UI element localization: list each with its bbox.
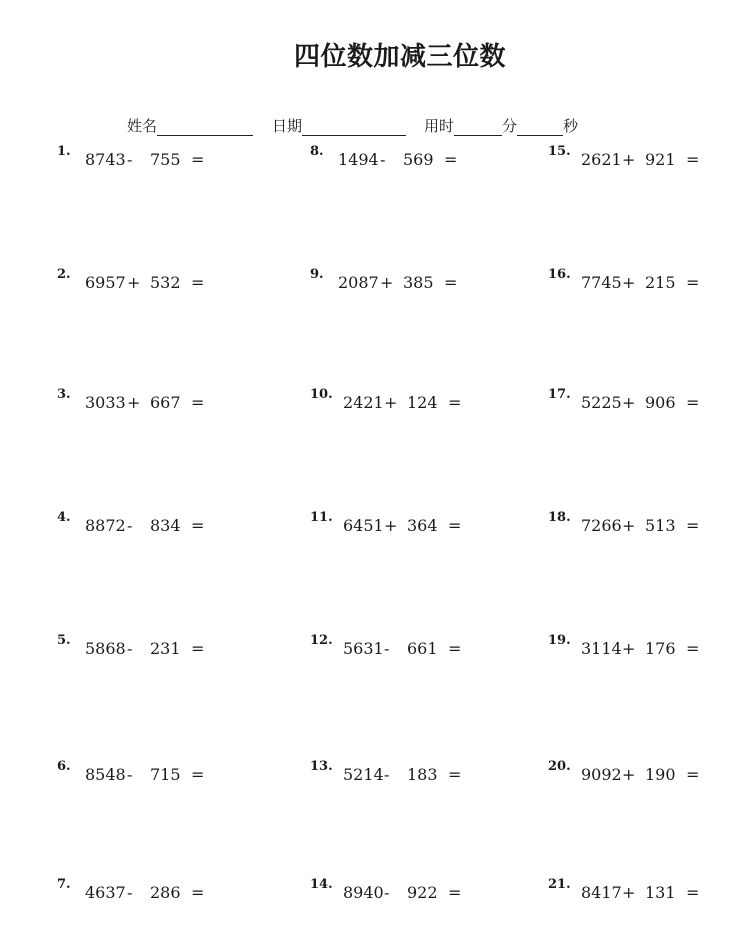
worksheet-title: 四位数加减三位数 [293, 42, 506, 72]
second-operand: 715 [150, 765, 181, 784]
second-operand: 190 [645, 765, 676, 784]
problem-item [310, 633, 470, 659]
operator-sign: + [380, 273, 394, 292]
problem-number: 5. [57, 633, 71, 648]
problem-item [310, 267, 470, 293]
first-operand: 6451 [343, 516, 384, 535]
equals-sign: = [444, 273, 458, 292]
problem-number: 18. [548, 510, 571, 525]
first-operand: 8417 [581, 883, 622, 902]
problem-item [548, 633, 708, 659]
first-operand: 4637 [85, 883, 126, 902]
equals-sign: = [686, 883, 700, 902]
operator-sign: + [622, 516, 636, 535]
problem-number: 3. [57, 387, 71, 402]
second-operand: 513 [645, 516, 676, 535]
problem-item [57, 144, 217, 170]
problem-item [548, 144, 708, 170]
problem-number: 10. [310, 387, 333, 402]
problem-item [57, 877, 217, 903]
equals-sign: = [191, 150, 205, 169]
problem-number: 19. [548, 633, 571, 648]
problem-number: 4. [57, 510, 71, 525]
equals-sign: = [191, 639, 205, 658]
second-label: 秒 [563, 117, 579, 135]
time-field [424, 115, 578, 136]
first-operand: 8743 [85, 150, 126, 169]
operator-sign: - [127, 150, 133, 169]
first-operand: 8872 [85, 516, 126, 535]
problem-item [57, 510, 217, 536]
problem-item [310, 759, 470, 785]
equals-sign: = [191, 393, 205, 412]
problem-item [548, 387, 708, 413]
minute-label: 分 [502, 117, 518, 135]
operator-sign: - [127, 765, 133, 784]
first-operand: 5631 [343, 639, 384, 658]
name-label: 姓名 [127, 117, 158, 135]
operator-sign: - [384, 639, 390, 658]
first-operand: 2421 [343, 393, 384, 412]
equals-sign: = [448, 883, 462, 902]
problem-number: 15. [548, 144, 571, 159]
equals-sign: = [191, 883, 205, 902]
equals-sign: = [191, 765, 205, 784]
operator-sign: - [384, 765, 390, 784]
problem-item [548, 267, 708, 293]
second-operand: 921 [645, 150, 676, 169]
problem-number: 1. [57, 144, 71, 159]
name-blank[interactable] [157, 119, 253, 136]
equals-sign: = [686, 765, 700, 784]
operator-sign: - [127, 639, 133, 658]
first-operand: 5214 [343, 765, 384, 784]
date-label: 日期 [272, 117, 303, 135]
first-operand: 3114 [581, 639, 622, 658]
problem-number: 11. [310, 510, 333, 525]
problem-number: 14. [310, 877, 333, 892]
problem-item [548, 510, 708, 536]
operator-sign: + [622, 273, 636, 292]
problem-number: 21. [548, 877, 571, 892]
first-operand: 2621 [581, 150, 622, 169]
second-operand: 231 [150, 639, 181, 658]
date-field [272, 115, 406, 136]
first-operand: 7266 [581, 516, 622, 535]
second-operand: 176 [645, 639, 676, 658]
equals-sign: = [444, 150, 458, 169]
operator-sign: + [622, 393, 636, 412]
problem-item [57, 633, 217, 659]
operator-sign: + [127, 273, 141, 292]
second-operand: 286 [150, 883, 181, 902]
first-operand: 2087 [338, 273, 379, 292]
problem-number: 6. [57, 759, 71, 774]
seconds-blank[interactable] [517, 119, 563, 136]
operator-sign: + [384, 516, 398, 535]
problem-item [548, 759, 708, 785]
problem-number: 20. [548, 759, 571, 774]
problem-item [310, 387, 470, 413]
first-operand: 3033 [85, 393, 126, 412]
equals-sign: = [448, 393, 462, 412]
problem-item [310, 510, 470, 536]
operator-sign: - [380, 150, 386, 169]
date-blank[interactable] [302, 119, 406, 136]
name-field [127, 115, 253, 136]
second-operand: 364 [407, 516, 438, 535]
second-operand: 922 [407, 883, 438, 902]
problem-number: 7. [57, 877, 71, 892]
operator-sign: + [384, 393, 398, 412]
equals-sign: = [686, 639, 700, 658]
equals-sign: = [448, 516, 462, 535]
operator-sign: + [127, 393, 141, 412]
problem-number: 17. [548, 387, 571, 402]
equals-sign: = [686, 516, 700, 535]
second-operand: 667 [150, 393, 181, 412]
second-operand: 385 [403, 273, 434, 292]
second-operand: 532 [150, 273, 181, 292]
operator-sign: - [127, 883, 133, 902]
second-operand: 755 [150, 150, 181, 169]
problem-number: 9. [310, 267, 324, 282]
second-operand: 215 [645, 273, 676, 292]
first-operand: 5225 [581, 393, 622, 412]
equals-sign: = [686, 150, 700, 169]
minutes-blank[interactable] [454, 119, 502, 136]
problem-item [57, 759, 217, 785]
problem-number: 16. [548, 267, 571, 282]
first-operand: 7745 [581, 273, 622, 292]
first-operand: 9092 [581, 765, 622, 784]
equals-sign: = [191, 273, 205, 292]
equals-sign: = [686, 393, 700, 412]
operator-sign: - [127, 516, 133, 535]
operator-sign: + [622, 765, 636, 784]
operator-sign: - [384, 883, 390, 902]
operator-sign: + [622, 150, 636, 169]
problem-number: 12. [310, 633, 333, 648]
problem-number: 2. [57, 267, 71, 282]
time-label: 用时 [424, 117, 455, 135]
problem-number: 13. [310, 759, 333, 774]
second-operand: 834 [150, 516, 181, 535]
problem-item [57, 267, 217, 293]
problem-item [310, 144, 470, 170]
second-operand: 183 [407, 765, 438, 784]
problem-item [310, 877, 470, 903]
equals-sign: = [448, 639, 462, 658]
first-operand: 1494 [338, 150, 379, 169]
equals-sign: = [191, 516, 205, 535]
operator-sign: + [622, 639, 636, 658]
second-operand: 131 [645, 883, 676, 902]
second-operand: 124 [407, 393, 438, 412]
equals-sign: = [686, 273, 700, 292]
first-operand: 5868 [85, 639, 126, 658]
first-operand: 6957 [85, 273, 126, 292]
second-operand: 906 [645, 393, 676, 412]
first-operand: 8548 [85, 765, 126, 784]
second-operand: 661 [407, 639, 438, 658]
problem-number: 8. [310, 144, 324, 159]
problem-item [57, 387, 217, 413]
equals-sign: = [448, 765, 462, 784]
problem-item [548, 877, 708, 903]
first-operand: 8940 [343, 883, 384, 902]
second-operand: 569 [403, 150, 434, 169]
operator-sign: + [622, 883, 636, 902]
